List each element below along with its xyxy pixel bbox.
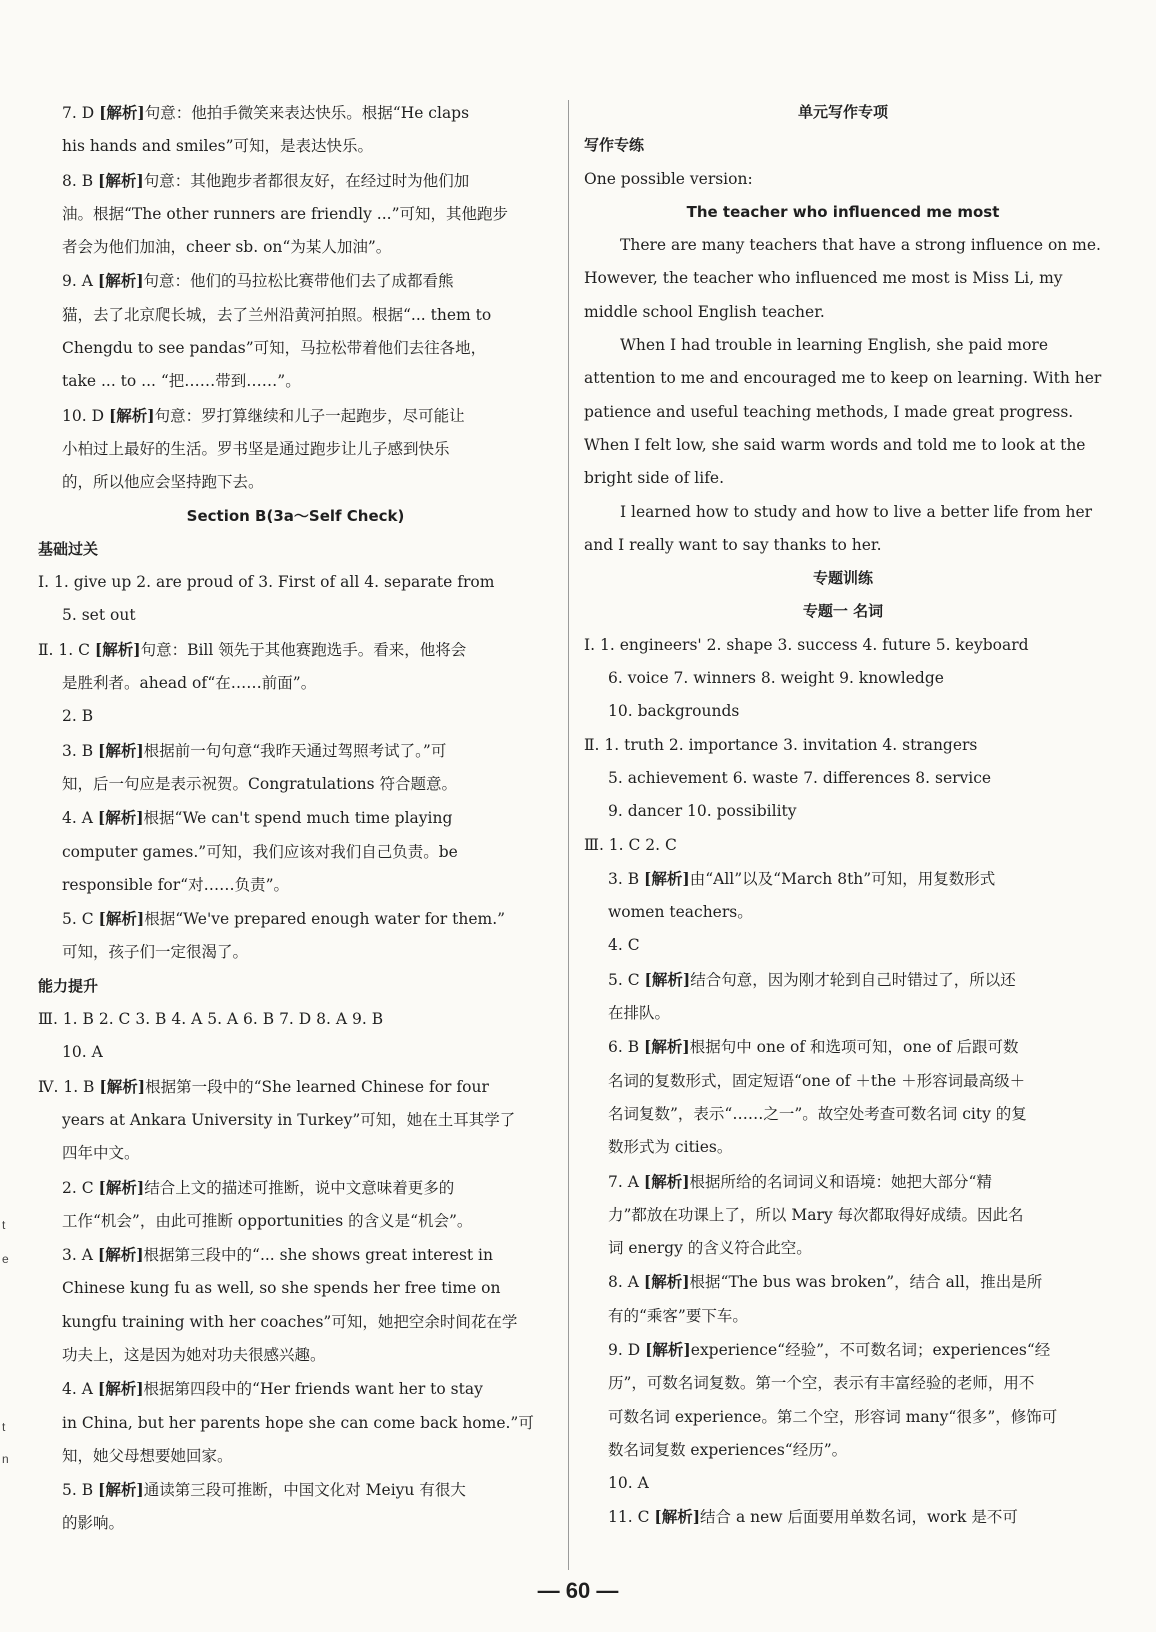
- topic-part3-l1: Ⅲ. 1. C 2. C: [584, 835, 677, 854]
- part1-line1: Ⅰ. 1. give up 2. are proud of 3. First of all 4. separate from: [38, 573, 495, 592]
- right-column: 单元写作专项 写作专练 One possible version: The teacher who influenced me most There are many teachers that have a strong influence on me. However, the teacher who influenced me most is Miss Li, my middle school English teacher. When I had trouble in learning English, she paid more attention to me and encouraged me to keep on learning. With her patience and useful teaching methods, I made great progress. When I felt low, she said warm words and told me to look at the bright side of life. I learned how to study and how to live a better life from her and I really want to say thanks to her. 专题训练 专题一 名词 Ⅰ. 1. engineers' 2. shape 3. success 4. future 5. keyboard 6. voice 7. winners 8. weight 9. knowledge 10. backgrounds Ⅱ. 1. truth 2. importance 3. invitation 4. strangers 5. achievement 6. waste 7. differences 8. service 9. dancer 10. possibility Ⅲ. 1. C 2. C 3. B [解析]由“All”以及“March 8th”可知，用复数形式 women teachers。 4. C 5. C [解析]结合句意，因为刚才轮到自己时错过了，所以还 在排队。 6. B [解析]根据句中 one of 和选项可知，one of 后跟可数 名词的复数形式，固定短语“one of ＋the ＋形容词最高级＋ 名词复数”，表示“……之一”。故空处考查可数名词 city 的复 数形式为 cities。 7. A [解析]根据所给的名词词义和语境：她把大部分“精 力”都放在功课上了，所以 Mary 每次都取得好成绩。因此名 词 energy 的含义符合此空。 8. A [解析]根据“The bus was broken”，结合 all，推出是所 有的“乘客”要下车。 9. D [解析]experience“经验”，不可数名词；experiences“经 历”，可数名词复数。第一个空，表示有丰富经验的老师，用不 可数名词 experience。第二个空，形容词 many“很多”，修饰可 数名词复数 experiences“经历”。 10. A 11. C [解析]结合 a new 后面要用单数名词，work 是不可: [584, 96, 1102, 1535]
- topic-answer-4: 4. C: [608, 936, 640, 955]
- margin-mark: e: [2, 1252, 9, 1266]
- topic-answer-11: 11. C [解析]结合 a new 后面要用单数名词，work 是不可: [608, 1507, 1018, 1527]
- section-title: Section B(3a～Self Check): [186, 506, 405, 525]
- part4-answer-2: 2. C [解析]结合上文的描述可推断，说中文意味着更多的: [62, 1177, 455, 1197]
- part4-answer-5: 5. B [解析]通读第三段可推断，中国文化对 Meiyu 有很大: [62, 1480, 466, 1500]
- training-title: 专题训练: [812, 569, 873, 588]
- part2-answer-4: 4. A [解析]根据“We can't spend much time playing: [62, 808, 453, 828]
- topic-answer-9: 9. D [解析]experience“经验”，不可数名词；experiences“经: [608, 1339, 1051, 1359]
- topic-part2-l1: Ⅱ. 1. truth 2. importance 3. invitation 4. strangers: [584, 735, 978, 754]
- topic-answer-8: 8. A [解析]根据“The bus was broken”，结合 all，推出是所: [608, 1272, 1043, 1292]
- left-column: 7. D [解析]句意：他拍手微笑来表达快乐。根据“He claps his hands and smiles”可知，是表达快乐。 8. B [解析]句意：其他跑步者都很友好，在经过时为他们加 油。根据“The other runners are friendly ...”可知，其他跑步 者会为他们加油，cheer sb. on“为某人加油”。 9. A [解析]句意：他们的马拉松比赛带他们去了成都看熊 猫，去了北京爬长城，去了兰州沿黄河拍照。根据“... them to Chengdu to see pandas”可知，马拉松带着他们去往各地， take ... to ... “把……带到……”。 10. D [解析]句意：罗打算继续和儿子一起跑步，尽可能让 小柏过上最好的生活。罗书坚是通过跑步让儿子感到快乐 的，所以他应会坚持跑下去。 Section B(3a～Self Check) 基础过关 Ⅰ. 1. give up 2. are proud of 3. First of all 4. separate from 5. set out Ⅱ. 1. C [解析]句意：Bill 领先于其他赛跑选手。看来，他将会 是胜利者。ahead of“在……前面”。 2. B 3. B [解析]根据前一句句意“我昨天通过驾照考试了。”可 知，后一句应是表示祝贺。Congratulations 符合题意。 4. A [解析]根据“We can't spend much time playing computer games.”可知，我们应该对我们自己负责。be responsible for“对……负责”。 5. C [解析]根据“We've prepared enough water for them.” 可知，孩子们一定很渴了。 能力提升 Ⅲ. 1. B 2. C 3. B 4. A 5. A 6. B 7. D 8. A 9. B 10. A Ⅳ. 1. B [解析]根据第一段中的“She learned Chinese for four years at Ankara University in Turkey”可知，她在土耳其学了 四年中文。 2. C [解析]结合上文的描述可推断，说中文意味着更多的 工作“机会”，由此可推断 opportunities 的含义是“机会”。 3. A [解析]根据第三段中的“... she shows great interest in Chinese kung fu as well, so she spends her free time on kungfu training with her coaches”可知，她把空余时间花在学 功夫上，这是因为她对功夫很感兴趣。 4. A [解析]根据第四段中的“Her friends want her to stay in China, but her parents hope she can come back home.”可 知，她父母想要她回家。 5. B [解析]通读第三段可推断，中国文化对 Meiyu 有很大 的影响。: [38, 96, 553, 1541]
- topic-title: 专题一 名词: [802, 602, 884, 621]
- part4-answer-3: 3. A [解析]根据第三段中的“... she shows great interest in: [62, 1245, 493, 1265]
- part2-answer-5: 5. C [解析]根据“We've prepared enough water for them.”: [62, 909, 506, 929]
- topic-answer-10: 10. A: [608, 1474, 649, 1493]
- essay-p1-l1: There are many teachers that have a strong influence on me.: [620, 236, 1101, 255]
- part3-line2: 10. A: [62, 1043, 103, 1062]
- essay-p2-l1: When I had trouble in learning English, she paid more: [620, 336, 1049, 355]
- margin-mark: t: [2, 1420, 6, 1434]
- topic-answer-6: 6. B [解析]根据句中 one of 和选项可知，one of 后跟可数: [608, 1037, 1019, 1057]
- basic-heading: 基础过关: [38, 539, 99, 558]
- part3-line1: Ⅲ. 1. B 2. C 3. B 4. A 5. A 6. B 7. D 8. A 9. B: [38, 1010, 384, 1029]
- unit-writing-title: 单元写作专项: [797, 103, 888, 121]
- topic-part1-l1: Ⅰ. 1. engineers' 2. shape 3. success 4. future 5. keyboard: [584, 635, 1029, 654]
- answer-10: 10. D [解析]句意：罗打算继续和儿子一起跑步，尽可能让: [62, 405, 465, 425]
- topic-answer-5: 5. C [解析]结合句意，因为刚才轮到自己时错过了，所以还: [608, 969, 1016, 989]
- part2-answer-2: 2. B: [62, 707, 94, 726]
- margin-mark: t: [2, 1218, 6, 1232]
- part4-answer-4: 4. A [解析]根据第四段中的“Her friends want her to stay: [62, 1379, 483, 1399]
- answer-7: 7. D [解析]句意：他拍手微笑来表达快乐。根据“He claps: [62, 103, 470, 122]
- ability-heading: 能力提升: [38, 976, 99, 995]
- part2-answer-1: Ⅱ. 1. C [解析]句意：Bill 领先于其他赛跑选手。看来，他将会: [38, 639, 467, 659]
- answer-9: 9. A [解析]句意：他们的马拉松比赛带他们去了成都看熊: [62, 271, 454, 291]
- topic-answer-3: 3. B [解析]由“All”以及“March 8th”可知，用复数形式: [608, 868, 996, 888]
- margin-mark: n: [2, 1452, 9, 1466]
- essay-p3-l1: I learned how to study and how to live a better life from her: [620, 502, 1093, 521]
- part2-answer-3: 3. B [解析]根据前一句句意“我昨天通过驾照考试了。”可: [62, 740, 447, 760]
- answer-8: 8. B [解析]句意：其他跑步者都很友好，在经过时为他们加: [62, 170, 470, 190]
- part4-answer-1: Ⅳ. 1. B [解析]根据第一段中的“She learned Chinese for four: [38, 1076, 489, 1096]
- essay-title: The teacher who influenced me most: [686, 202, 1000, 221]
- part1-line2: 5. set out: [62, 606, 136, 625]
- column-divider: [568, 100, 569, 1570]
- page-number: — 60 —: [537, 1578, 619, 1603]
- topic-answer-7: 7. A [解析]根据所给的名词词义和语境：她把大部分“精: [608, 1171, 992, 1191]
- writing-heading: 写作专练: [584, 136, 645, 155]
- possible-version: One possible version:: [584, 169, 753, 188]
